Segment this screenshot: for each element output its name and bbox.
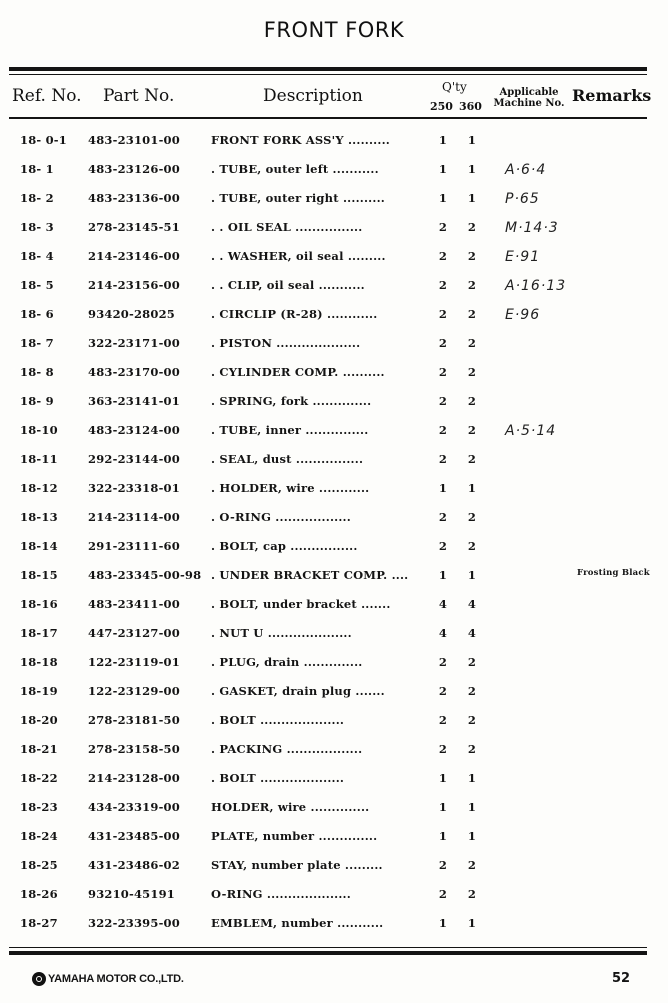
description-cell: HOLDER, wire ..............: [211, 800, 370, 814]
ref-no-cell: 18-19: [20, 684, 58, 698]
description-cell: . HOLDER, wire ............: [211, 481, 370, 495]
handwritten-machine-note: M·14·3: [505, 220, 559, 236]
table-row: [0, 734, 668, 763]
part-no-cell: 431-23485-00: [88, 829, 180, 843]
qty-360-cell: 1: [467, 133, 477, 147]
table-row: [0, 531, 668, 560]
table-row: [0, 676, 668, 705]
ref-no-cell: 18-18: [20, 655, 58, 669]
qty-250-cell: 1: [438, 133, 448, 147]
table-row: [0, 792, 668, 821]
ref-no-cell: 18- 1: [20, 162, 54, 176]
ref-no-cell: 18- 6: [20, 307, 54, 321]
part-no-cell: 483-23101-00: [88, 133, 180, 147]
qty-360-cell: 1: [467, 162, 477, 176]
qty-360-cell: 1: [467, 568, 477, 582]
table-row: [0, 705, 668, 734]
qty-250-cell: 1: [438, 162, 448, 176]
qty-250-cell: 4: [438, 626, 448, 640]
qty-250-cell: 2: [438, 249, 448, 263]
qty-360-header: 360: [459, 100, 482, 113]
ref-no-cell: 18-12: [20, 481, 58, 495]
qty-250-cell: 2: [438, 510, 448, 524]
qty-360-cell: 2: [467, 394, 477, 408]
description-cell: . BOLT ....................: [211, 713, 345, 727]
ref-no-cell: 18-22: [20, 771, 58, 785]
qty-360-cell: 4: [467, 597, 477, 611]
ref-no-cell: 18-21: [20, 742, 58, 756]
part-no-cell: 363-23141-01: [88, 394, 180, 408]
part-no-cell: 483-23136-00: [88, 191, 180, 205]
qty-250-cell: 2: [438, 858, 448, 872]
qty-250-cell: 4: [438, 597, 448, 611]
description-cell: . TUBE, inner ...............: [211, 423, 369, 437]
description-cell: O-RING ....................: [211, 887, 351, 901]
qty-250-cell: 2: [438, 742, 448, 756]
qty-250-cell: 2: [438, 278, 448, 292]
part-no-cell: 122-23119-01: [88, 655, 180, 669]
table-row: [0, 154, 668, 183]
table-row: [0, 212, 668, 241]
qty-250-cell: 1: [438, 771, 448, 785]
ref-no-cell: 18-23: [20, 800, 58, 814]
table-row: [0, 183, 668, 212]
description-cell: . UNDER BRACKET COMP. ....: [211, 568, 409, 582]
handwritten-machine-note: A·16·13: [505, 278, 567, 294]
table-row: [0, 125, 668, 154]
qty-360-cell: 2: [467, 278, 477, 292]
description-cell: . . OIL SEAL ................: [211, 220, 363, 234]
qty-250-cell: 1: [438, 829, 448, 843]
qty-250-cell: 1: [438, 916, 448, 930]
description-cell: . NUT U ....................: [211, 626, 352, 640]
qty-250-cell: 2: [438, 423, 448, 437]
table-row: [0, 821, 668, 850]
description-cell: . SEAL, dust ................: [211, 452, 364, 466]
description-cell: . . WASHER, oil seal .........: [211, 249, 386, 263]
part-no-cell: 278-23181-50: [88, 713, 180, 727]
part-no-cell: 483-23345-00-98: [88, 568, 202, 582]
table-row: [0, 647, 668, 676]
description-cell: . . CLIP, oil seal ...........: [211, 278, 365, 292]
qty-360-cell: 1: [467, 191, 477, 205]
ref-no-cell: 18- 8: [20, 365, 54, 379]
ref-no-cell: 18- 2: [20, 191, 54, 205]
part-no-cell: 214-23128-00: [88, 771, 180, 785]
ref-no-cell: 18- 5: [20, 278, 54, 292]
ref-no-cell: 18-11: [20, 452, 58, 466]
description-cell: . BOLT, under bracket .......: [211, 597, 391, 611]
table-row: [0, 299, 668, 328]
ref-no-cell: 18- 3: [20, 220, 54, 234]
qty-250-cell: 2: [438, 336, 448, 350]
qty-360-cell: 2: [467, 858, 477, 872]
remark-cell: Frosting Black: [577, 568, 650, 578]
qty-360-cell: 2: [467, 423, 477, 437]
handwritten-machine-note: A·5·14: [505, 423, 557, 439]
description-cell: FRONT FORK ASS'Y ..........: [211, 133, 391, 147]
table-row: [0, 328, 668, 357]
description-cell: . BOLT, cap ................: [211, 539, 358, 553]
part-no-cell: 431-23486-02: [88, 858, 180, 872]
qty-360-cell: 2: [467, 452, 477, 466]
part-no-cell: 483-23126-00: [88, 162, 180, 176]
ref-no-cell: 18-24: [20, 829, 58, 843]
ref-no-cell: 18-26: [20, 887, 58, 901]
part-no-cell: 278-23158-50: [88, 742, 180, 756]
part-no-cell: 122-23129-00: [88, 684, 180, 698]
ref-no-cell: 18- 7: [20, 336, 54, 350]
qty-360-cell: 2: [467, 365, 477, 379]
part-no-cell: 322-23395-00: [88, 916, 180, 930]
qty-360-cell: 2: [467, 336, 477, 350]
qty-250-cell: 2: [438, 394, 448, 408]
part-no-cell: 434-23319-00: [88, 800, 180, 814]
table-row: [0, 763, 668, 792]
description-cell: . TUBE, outer left ...........: [211, 162, 379, 176]
qty-360-cell: 1: [467, 829, 477, 843]
qty-250-cell: 1: [438, 481, 448, 495]
description-header: Description: [263, 86, 363, 106]
description-cell: EMBLEM, number ...........: [211, 916, 384, 930]
qty-250-cell: 2: [438, 452, 448, 466]
ref-no-cell: 18- 9: [20, 394, 54, 408]
qty-250-cell: 2: [438, 539, 448, 553]
ref-no-cell: 18-13: [20, 510, 58, 524]
handwritten-machine-note: P·65: [505, 191, 540, 207]
qty-250-cell: 2: [438, 713, 448, 727]
description-cell: . CIRCLIP (R-28) ............: [211, 307, 378, 321]
page-number: 52: [612, 971, 631, 986]
description-cell: . TUBE, outer right ..........: [211, 191, 385, 205]
remarks-header: Remarks: [572, 86, 652, 105]
qty-250-cell: 2: [438, 220, 448, 234]
part-no-cell: 292-23144-00: [88, 452, 180, 466]
parts-table: [0, 125, 668, 937]
part-no-cell: 447-23127-00: [88, 626, 180, 640]
ref-no-cell: 18-20: [20, 713, 58, 727]
handwritten-machine-note: A·6·4: [505, 162, 547, 178]
qty-360-cell: 1: [467, 916, 477, 930]
footer-rule-thin: [9, 947, 647, 948]
part-no-cell: 278-23145-51: [88, 220, 180, 234]
table-row: [0, 473, 668, 502]
applicable-line2: Machine No.: [493, 98, 565, 109]
header-bottom-rule: [9, 117, 647, 119]
table-row: [0, 270, 668, 299]
qty-360-cell: 2: [467, 684, 477, 698]
qty-header: Q'ty: [442, 80, 467, 94]
part-no-cell: 483-23124-00: [88, 423, 180, 437]
part-no-cell: 483-23170-00: [88, 365, 180, 379]
company-name: YAMAHA MOTOR CO.,LTD.: [48, 973, 184, 985]
qty-360-cell: 2: [467, 742, 477, 756]
description-cell: STAY, number plate .........: [211, 858, 383, 872]
handwritten-machine-note: E·91: [505, 249, 541, 265]
qty-250-header: 250: [430, 100, 453, 113]
qty-250-cell: 1: [438, 568, 448, 582]
qty-360-cell: 2: [467, 307, 477, 321]
part-no-header: Part No.: [103, 86, 175, 106]
yamaha-emblem-icon: [32, 972, 46, 986]
table-row: [0, 357, 668, 386]
part-no-cell: 93210-45191: [88, 887, 175, 901]
qty-360-cell: 2: [467, 539, 477, 553]
table-row: [0, 589, 668, 618]
ref-no-cell: 18-10: [20, 423, 58, 437]
header-top-rule-thin: [9, 74, 647, 75]
ref-no-cell: 18-25: [20, 858, 58, 872]
table-row: [0, 560, 668, 589]
qty-360-cell: 1: [467, 771, 477, 785]
ref-no-cell: 18-27: [20, 916, 58, 930]
table-row: [0, 850, 668, 879]
part-no-cell: 322-23318-01: [88, 481, 180, 495]
description-cell: . PISTON ....................: [211, 336, 361, 350]
qty-250-cell: 1: [438, 191, 448, 205]
qty-250-cell: 2: [438, 655, 448, 669]
part-no-cell: 214-23114-00: [88, 510, 180, 524]
table-row: [0, 241, 668, 270]
qty-250-cell: 2: [438, 684, 448, 698]
qty-360-cell: 2: [467, 655, 477, 669]
description-cell: . SPRING, fork ..............: [211, 394, 372, 408]
table-row: [0, 415, 668, 444]
qty-360-cell: 4: [467, 626, 477, 640]
table-row: [0, 618, 668, 647]
qty-360-cell: 2: [467, 887, 477, 901]
description-cell: . O-RING ..................: [211, 510, 351, 524]
ref-no-cell: 18-17: [20, 626, 58, 640]
description-cell: . GASKET, drain plug .......: [211, 684, 385, 698]
table-row: [0, 444, 668, 473]
qty-250-cell: 2: [438, 887, 448, 901]
qty-360-cell: 2: [467, 713, 477, 727]
part-no-cell: 214-23156-00: [88, 278, 180, 292]
description-cell: . CYLINDER COMP. ..........: [211, 365, 385, 379]
ref-no-cell: 18- 0-1: [20, 133, 67, 147]
qty-250-cell: 2: [438, 307, 448, 321]
ref-no-cell: 18-15: [20, 568, 58, 582]
applicable-line1: Applicable: [499, 87, 559, 98]
description-cell: . PACKING ..................: [211, 742, 363, 756]
page-title: FRONT FORK: [263, 18, 405, 42]
table-row: [0, 502, 668, 531]
qty-360-cell: 1: [467, 800, 477, 814]
footer-rule: [9, 951, 647, 955]
ref-no-header: Ref. No.: [12, 86, 82, 106]
description-cell: PLATE, number ..............: [211, 829, 378, 843]
company-logo: [32, 972, 184, 986]
part-no-cell: 483-23411-00: [88, 597, 180, 611]
ref-no-cell: 18- 4: [20, 249, 54, 263]
table-row: [0, 386, 668, 415]
description-cell: . BOLT ....................: [211, 771, 345, 785]
qty-360-cell: 2: [467, 510, 477, 524]
ref-no-cell: 18-14: [20, 539, 58, 553]
description-cell: . PLUG, drain ..............: [211, 655, 363, 669]
qty-360-cell: 2: [467, 249, 477, 263]
applicable-machine-header: [493, 87, 565, 109]
qty-360-cell: 2: [467, 220, 477, 234]
handwritten-machine-note: E·96: [505, 307, 541, 323]
qty-250-cell: 2: [438, 365, 448, 379]
part-no-cell: 291-23111-60: [88, 539, 180, 553]
ref-no-cell: 18-16: [20, 597, 58, 611]
table-row: [0, 908, 668, 937]
qty-360-cell: 1: [467, 481, 477, 495]
table-row: [0, 879, 668, 908]
part-no-cell: 214-23146-00: [88, 249, 180, 263]
header-top-rule: [9, 67, 647, 71]
qty-250-cell: 1: [438, 800, 448, 814]
part-no-cell: 93420-28025: [88, 307, 175, 321]
part-no-cell: 322-23171-00: [88, 336, 180, 350]
